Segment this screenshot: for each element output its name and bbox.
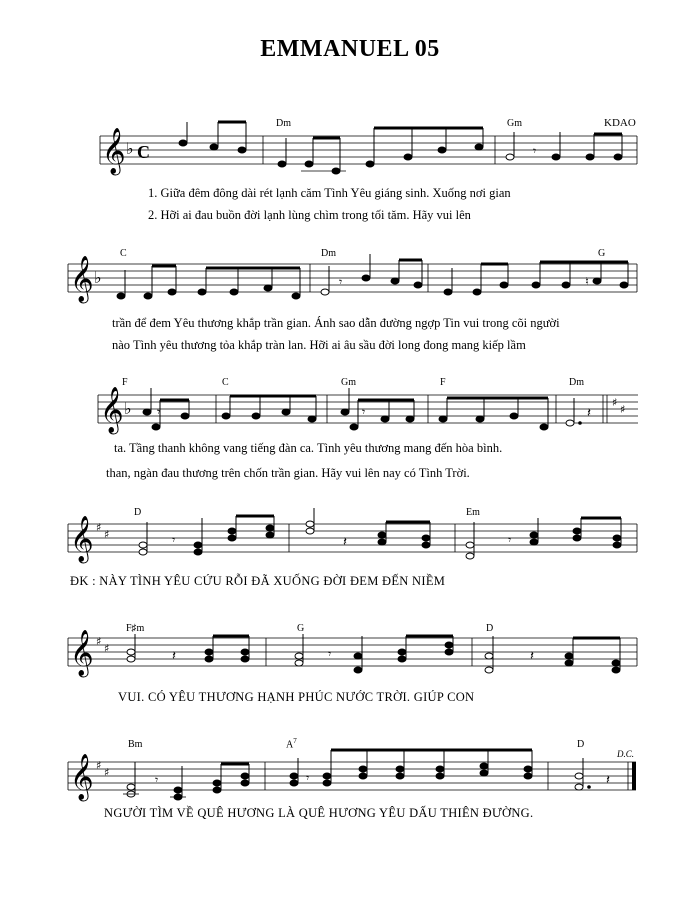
staff-1	[0, 130, 700, 180]
song-credit: KDAO	[604, 117, 636, 129]
svg-text:𝄞: 𝄞	[70, 754, 94, 800]
chord-symbol: F	[440, 377, 446, 388]
svg-text:♯: ♯	[104, 528, 110, 541]
lyric-line: nào Tình yêu thương tỏa khắp tràn lan. Hỡi ai âu sầu đời long đong mang kiếp lầm	[112, 338, 526, 352]
svg-text:𝄽: 𝄽	[172, 649, 176, 664]
svg-text:♯: ♯	[96, 635, 102, 648]
svg-text:𝄾: 𝄾	[157, 405, 161, 419]
svg-text:𝄾: 𝄾	[306, 771, 310, 785]
staff-3	[0, 386, 700, 436]
chord-symbol: Dm	[569, 377, 584, 388]
chord-symbol: C	[120, 248, 127, 259]
svg-text:𝄞: 𝄞	[70, 516, 94, 562]
svg-text:𝄞: 𝄞	[70, 630, 94, 676]
svg-text:𝄽: 𝄽	[343, 535, 347, 550]
svg-text:𝄽: 𝄽	[587, 406, 591, 421]
svg-text:𝄾: 𝄾	[508, 533, 512, 547]
staff-6	[0, 754, 700, 804]
svg-text:𝄽: 𝄽	[606, 773, 610, 788]
lyric-line: 2. Hỡi ai đau buồn đời lạnh lùng chìm trong tối tăm. Hãy vui lên	[148, 208, 471, 222]
staff-5	[0, 630, 700, 680]
chord-symbol: Gm	[507, 118, 522, 129]
chord-symbol: F♯m	[126, 623, 145, 634]
svg-text:𝄞: 𝄞	[70, 256, 94, 302]
lyric-line: 1. Giữa đêm đông dài rét lạnh căm Tình Yêu giáng sinh. Xuống nơi gian	[148, 186, 511, 200]
chord-symbol: D	[134, 507, 142, 518]
svg-text:♯: ♯	[620, 403, 626, 416]
svg-text:♯: ♯	[96, 521, 102, 534]
svg-text:♭: ♭	[94, 268, 102, 287]
svg-text:𝄾: 𝄾	[155, 773, 159, 787]
svg-text:♮: ♮	[585, 275, 589, 288]
svg-text:♯: ♯	[104, 766, 110, 779]
song-title: EMMANUEL 05	[260, 36, 440, 62]
chord-symbol: Gm	[341, 377, 356, 388]
chord-symbol: C	[222, 377, 229, 388]
chord-symbol: Bm	[128, 739, 143, 750]
chord-symbol: G	[598, 248, 606, 259]
dc-marking: D.C.	[617, 749, 635, 759]
staff-2	[0, 256, 700, 306]
lyric-line: ta. Tầng thanh không vang tiếng đàn ca. Tình yêu thương mang đến hòa bình.	[114, 441, 503, 455]
chord-symbol: F	[122, 377, 128, 388]
svg-text:♭: ♭	[124, 399, 132, 418]
chord-symbol: Dm	[321, 248, 336, 259]
chord-symbol: G	[297, 623, 305, 634]
lyric-line: VUI. CÓ YÊU THƯƠNG HẠNH PHÚC NƯỚC TRỜI. GIÚP CON	[118, 690, 475, 704]
lyric-line: ĐK : NÀY TÌNH YÊU CỨU RỖI ĐÃ XUỐNG ĐỜI ĐEM ĐẾN NIỀM	[70, 574, 446, 588]
svg-text:𝄾: 𝄾	[339, 275, 343, 289]
chord-symbol: D	[577, 739, 585, 750]
svg-text:𝄾: 𝄾	[328, 647, 332, 661]
lyric-line: NGƯỜI TÌM VỀ QUÊ HƯƠNG LÀ QUÊ HƯƠNG YÊU DẤU THIÊN ĐƯỜNG.	[104, 806, 534, 820]
svg-text:𝄽: 𝄽	[530, 649, 534, 664]
svg-text:𝄞: 𝄞	[102, 128, 126, 174]
lyric-line: than, ngàn đau thương trên chốn trần gian. Hãy vui lên nay có Tình Trời.	[106, 466, 470, 480]
svg-text:𝄞: 𝄞	[100, 387, 124, 433]
chord-symbol: $A^7$	[286, 737, 297, 751]
staff-4	[0, 516, 700, 566]
svg-text:♭: ♭	[126, 139, 134, 158]
chord-symbol: Dm	[276, 118, 291, 129]
svg-text:𝄾: 𝄾	[362, 405, 366, 419]
lyric-line: trần để đem Yêu thương khắp trần gian. Ánh sao dẫn đường ngợp Tin vui trong cõi người	[112, 316, 560, 330]
svg-text:C: C	[137, 142, 150, 162]
svg-text:♯: ♯	[612, 396, 618, 409]
chord-symbol: D	[486, 623, 494, 634]
svg-text:𝄾: 𝄾	[172, 533, 176, 547]
chord-symbol: Em	[466, 507, 480, 518]
svg-text:𝄾: 𝄾	[533, 144, 537, 158]
svg-text:♯: ♯	[96, 759, 102, 772]
svg-text:♯: ♯	[104, 642, 110, 655]
